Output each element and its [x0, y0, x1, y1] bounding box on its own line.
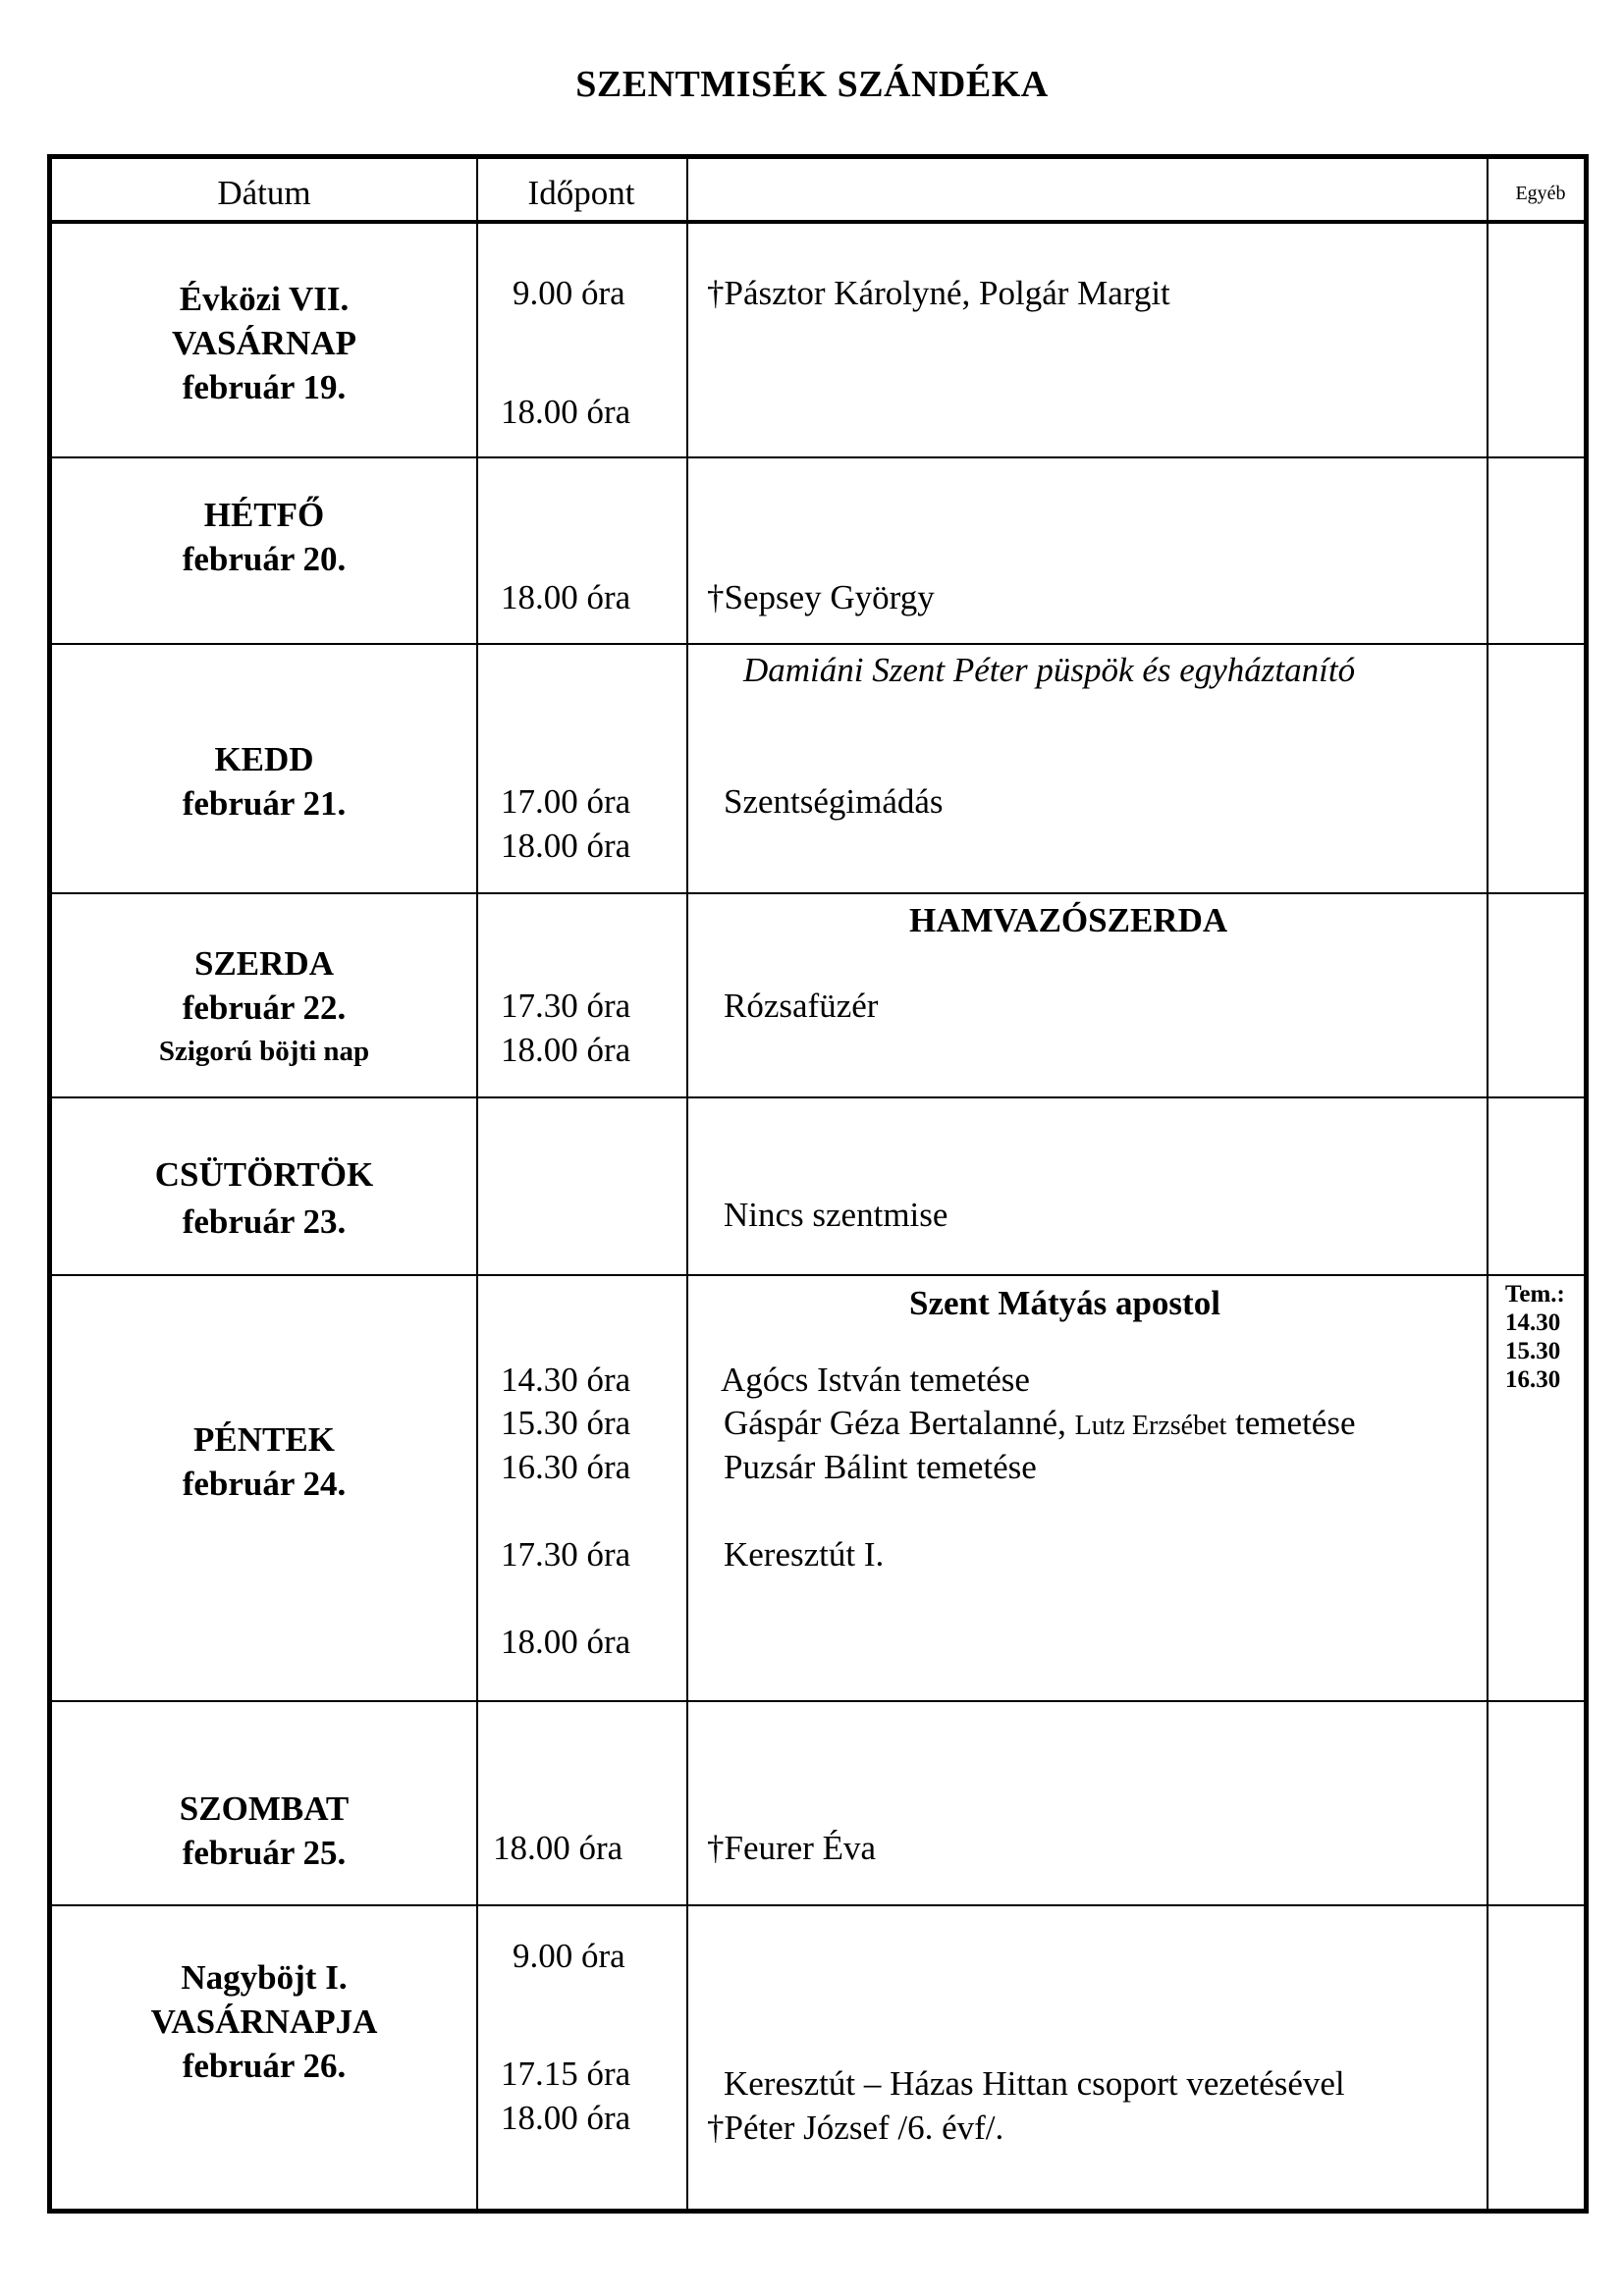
other-value: 15.30: [1505, 1338, 1561, 1364]
day-label-2: VASÁRNAPJA: [150, 2002, 378, 2041]
time-value: 18.00 óra: [501, 578, 631, 616]
date-label: február 23.: [182, 1202, 347, 1241]
row-divider: [52, 1096, 1584, 1098]
day-label: PÉNTEK: [193, 1420, 335, 1459]
date-cell-feb21: [52, 737, 476, 826]
intention-text: Szentségimádás: [724, 782, 944, 821]
intention-part: temetése: [1235, 1404, 1356, 1442]
time-value: 18.00 óra: [501, 393, 631, 431]
day-label: Nagyböjt I.: [181, 1958, 348, 1997]
intention-text: [724, 1406, 1355, 1440]
intention-text: Rózsafüzér: [724, 987, 879, 1025]
time-value: 18.00 óra: [501, 1031, 631, 1069]
date-label: február 19.: [182, 368, 347, 406]
time-value: 17.30 óra: [501, 987, 631, 1025]
row-divider: [52, 892, 1584, 894]
day-label: SZERDA: [194, 944, 334, 983]
intention-text: †Péter József /6. évf/.: [707, 2109, 1004, 2147]
day-label: HÉTFŐ: [203, 496, 325, 534]
day-label: Évközi VII.: [179, 280, 350, 318]
time-value: 9.00 óra: [513, 274, 625, 312]
intention-text: †Sepsey György: [707, 578, 935, 616]
row-divider: [52, 643, 1584, 645]
date-label: február 26.: [182, 2047, 347, 2085]
other-notes: [1505, 1280, 1565, 1394]
fasting-note: Szigorú böjti nap: [158, 1036, 370, 1067]
date-cell-feb20: [52, 493, 476, 581]
date-cell-feb25: [52, 1787, 476, 1875]
intention-text: Keresztút I.: [724, 1535, 885, 1574]
intention-name-small: Lutz Erzsébet: [1074, 1411, 1227, 1441]
feast-label: HAMVAZÓSZERDA: [909, 901, 1228, 939]
date-cell-feb24: [52, 1417, 476, 1506]
header-divider: [52, 220, 1584, 224]
day-label: KEDD: [214, 740, 314, 778]
time-value: 17.15 óra: [501, 2055, 631, 2093]
header-egyeb: Egyéb: [1515, 183, 1566, 204]
date-label: február 24.: [182, 1465, 347, 1503]
intention-text: Puzsár Bálint temetése: [724, 1448, 1037, 1486]
time-value: 15.30 óra: [501, 1404, 631, 1442]
intention-part: Gáspár Géza Bertalanné,: [724, 1404, 1066, 1442]
column-divider: [1487, 159, 1489, 2209]
row-divider: [52, 1274, 1584, 1276]
intention-text: †Feurer Éva: [707, 1829, 877, 1867]
column-divider: [686, 159, 688, 2209]
time-value: 18.00 óra: [501, 827, 631, 865]
other-value: 14.30: [1505, 1309, 1561, 1336]
feast-label: Damiáni Szent Péter püspök és egyháztanító: [743, 651, 1356, 689]
date-label: február 25.: [182, 1834, 347, 1872]
feast-label: Szent Mátyás apostol: [909, 1284, 1220, 1322]
day-label: SZOMBAT: [179, 1789, 350, 1828]
date-label: február 21.: [182, 784, 347, 823]
other-value: 16.30: [1505, 1366, 1561, 1393]
time-value: 17.30 óra: [501, 1535, 631, 1574]
row-divider: [52, 1700, 1584, 1702]
row-divider: [52, 1904, 1584, 1906]
date-label: február 20.: [182, 540, 347, 578]
intention-text: Nincs szentmise: [724, 1196, 948, 1234]
date-cell-feb26: [52, 1955, 476, 2088]
intention-text: Keresztút – Házas Hittan csoport vezetésével: [724, 2064, 1345, 2103]
intention-text: †Pásztor Károlyné, Polgár Margit: [707, 274, 1170, 312]
time-value: 17.00 óra: [501, 782, 631, 821]
time-value: 18.00 óra: [501, 2099, 631, 2137]
day-label-2: VASÁRNAP: [172, 324, 356, 362]
time-value: 9.00 óra: [513, 1937, 625, 1975]
date-cell-feb22: [52, 941, 476, 1074]
day-label: CSÜTÖRTÖK: [154, 1155, 374, 1194]
time-value: 18.00 óra: [493, 1829, 623, 1867]
mass-schedule-table: [47, 154, 1589, 2214]
intention-text: Agócs István temetése: [721, 1361, 1030, 1399]
time-value: 16.30 óra: [501, 1448, 631, 1486]
other-label: Tem.:: [1505, 1281, 1565, 1308]
date-label: február 22.: [182, 988, 347, 1027]
date-cell-feb19: [52, 277, 476, 409]
date-cell-feb23: [52, 1152, 476, 1244]
header-idopont: Időpont: [527, 174, 635, 212]
column-divider: [476, 159, 478, 2209]
row-divider: [52, 456, 1584, 458]
time-value: 18.00 óra: [501, 1623, 631, 1661]
time-value: 14.30 óra: [501, 1361, 631, 1399]
header-datum: Dátum: [217, 174, 311, 212]
page-title: SZENTMISÉK SZÁNDÉKA: [575, 64, 1049, 105]
